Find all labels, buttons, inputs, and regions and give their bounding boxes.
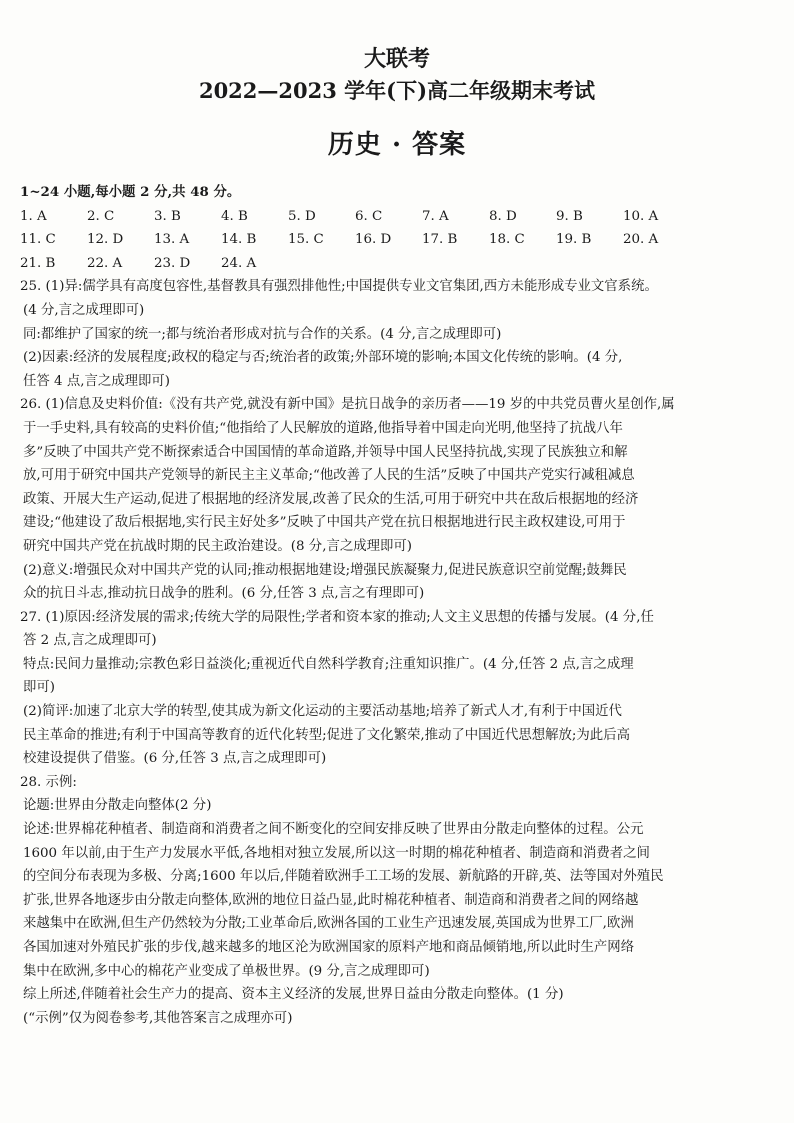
choice-answer: 22. A	[87, 255, 123, 271]
choice-row-1	[20, 205, 776, 229]
q28-line: 各国加速对外殖民扩张的步伐,越来越多的地区沦为欧洲国家的原料产地和商品倾销地,所以此时生产网络	[23, 940, 635, 955]
q28-line: (“示例”仅为阅卷参考,其他答案言之成理亦可)	[23, 1010, 293, 1026]
q28-line: 论题:世界由分散走向整体(2 分)	[23, 798, 212, 814]
q26-line: 26. (1)信息及史料价值:《没有共产党,就没有新中国》是抗日战争的亲历者——19 岁的中共党员曹火星创作,属	[20, 397, 675, 413]
exam-brand-title: 大联考	[363, 46, 430, 72]
choice-row-3	[20, 252, 776, 276]
choice-answer: 19. B	[556, 232, 592, 248]
q26-line: (2)意义:增强民众对中国共产党的认同;推动根据地建设;增强民族凝聚力,促进民族意识空前觉醒;鼓舞民	[23, 562, 627, 578]
q27-line: 校建设提供了借鉴。(6 分,任答 3 点,言之成理即可)	[23, 751, 327, 767]
q28-line: 论述:世界棉花种植者、制造商和消费者之间不断变化的空间安排反映了世界由分散走向整体的过程。公元	[23, 822, 644, 838]
q25-line: 同:都维护了国家的统一;都与统治者形成对抗与合作的关系。(4 分,言之成理即可)	[23, 326, 502, 342]
q26-line: 研究中国共产党在抗战时期的民主政治建设。(8 分,言之成理即可)	[23, 538, 413, 554]
q26-line: 多”反映了中国共产党不断探索适合中国国情的革命道路,并领导中国人民坚持抗战,实现了民族独立和解	[23, 444, 628, 460]
exam-title: 2022—2023 学年(下)高二年级期末考试	[198, 78, 596, 103]
q27-line: (2)简评:加速了北京大学的转型,使其成为新文化运动的主要活动基地;培养了新式人才,有利于中国近代	[23, 704, 622, 720]
choice-answer: 17. B	[422, 232, 458, 248]
choice-row-2	[20, 228, 776, 252]
q28-line: 扩张,世界各地逐步由分散走向整体,欧洲的地位日益凸显,此时棉花种植者、制造商和消费者之间的网络越	[23, 892, 639, 908]
choice-answer: 3. B	[154, 208, 181, 224]
q27-line: 27. (1)原因:经济发展的需求;传统大学的局限性;学者和资本家的推动;人文主义思想的传播与发展。(4 分,任	[20, 609, 654, 625]
choice-answer: 10. A	[623, 208, 659, 224]
q28-line: 1600 年以前,由于生产力发展水平低,各地相对独立发展,所以这一时期的棉花种植者、制造商和消费者之间	[23, 845, 650, 861]
choice-answer: 4. B	[221, 208, 248, 224]
choice-answer: 9. B	[556, 208, 583, 224]
subject-title: 历史 · 答案	[327, 130, 467, 160]
choice-answer: 23. D	[154, 255, 191, 271]
q27-line: 答 2 点,言之成理即可)	[23, 633, 157, 649]
q28-line: 集中在欧洲,多中心的棉花产业变成了单极世界。(9 分,言之成理即可)	[23, 963, 430, 979]
choice-answer: 11. C	[20, 232, 56, 248]
choice-intro: 1~24 小题,每小题 2 分,共 48 分。	[20, 184, 241, 200]
q25-line: 25. (1)异:儒学具有高度包容性,基督教具有强烈排他性;中国提供专业文官集团,西方未能形成专业文官系统。	[20, 279, 658, 295]
q28-line: 的空间分布表现为多极、分离;1600 年以后,伴随着欧洲手工工场的发展、新航路的开辟,英、法等国对外殖民	[23, 869, 664, 885]
choice-answer: 16. D	[355, 232, 392, 248]
q28-line: 来越集中在欧洲,但生产仍然较为分散;工业革命后,欧洲各国的工业生产迅速发展,英国成为世界工厂,欧洲	[23, 916, 634, 932]
q27-line: 民主革命的推进;有利于中国高等教育的近代化转型;促进了文化繁荣,推动了中国近代思想解放;为此后高	[23, 727, 630, 743]
choice-answer: 5. D	[288, 208, 316, 224]
q27-line: 即可)	[23, 680, 56, 696]
choice-answer: 8. D	[489, 208, 517, 224]
choice-answer: 20. A	[623, 232, 659, 248]
choice-answer: 12. D	[87, 232, 124, 248]
q26-line: 众的抗日斗志,推动抗日战争的胜利。(6 分,任答 3 点,言之有理即可)	[23, 586, 425, 602]
q26-line: 于一手史料,具有较高的史料价值;“他指给了人民解放的道路,他指导着中国走向光明,他坚持了抗战八年	[23, 420, 623, 436]
choice-answer: 1. A	[20, 208, 47, 224]
q25-line: 任答 4 点,言之成理即可)	[23, 373, 171, 389]
q26-line: 放,可用于研究中国共产党领导的新民主主义革命;“他改善了人民的生活”反映了中国共产党实行减租减息	[23, 468, 635, 484]
answer-body	[20, 181, 776, 1030]
q28-line: 28. 示例:	[20, 774, 77, 790]
q25-line: (4 分,言之成理即可)	[23, 302, 145, 318]
choice-answer: 2. C	[87, 208, 115, 224]
choice-answer: 13. A	[154, 232, 190, 248]
q26-line: 政策、开展大生产运动,促进了根据地的经济发展,改善了民众的生活,可用于研究中共在敌后根据地的经济	[23, 491, 639, 507]
choice-answer: 7. A	[422, 208, 449, 224]
choice-answer: 24. A	[221, 255, 257, 271]
q28-line: 综上所述,伴随着社会生产力的提高、资本主义经济的发展,世界日益由分散走向整体。(1 分)	[23, 987, 564, 1003]
q25-line: (2)因素:经济的发展程度;政权的稳定与否;统治者的政策;外部环境的影响;本国文化传统的影响。(4 分,	[23, 350, 623, 366]
choice-answer: 18. C	[489, 232, 525, 248]
choice-answer: 15. C	[288, 232, 324, 248]
choice-answer: 6. C	[355, 208, 383, 224]
q26-line: 建设;“他建设了敌后根据地,实行民主好处多”反映了中国共产党在抗日根据地进行民主政权建设,可用于	[23, 515, 626, 531]
choice-answer: 14. B	[221, 232, 257, 248]
q27-line: 特点:民间力量推动;宗教色彩日益淡化;重视近代自然科学教育;注重知识推广。(4 分,任答 2 点,言之成理	[23, 656, 634, 672]
choice-answer: 21. B	[20, 255, 56, 271]
